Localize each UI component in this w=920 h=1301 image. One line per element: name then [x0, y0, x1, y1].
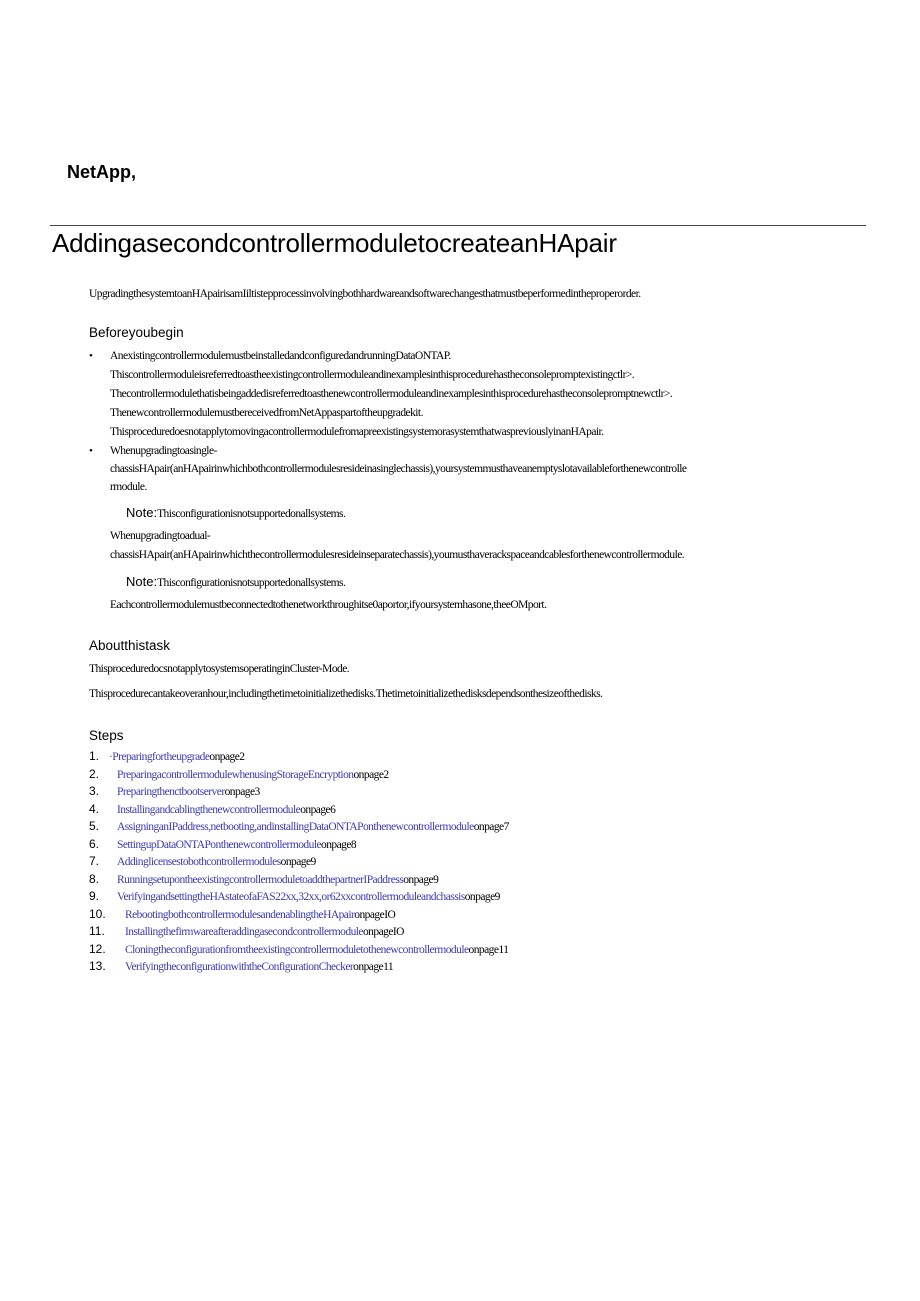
- step-link[interactable]: Installingthefirmwareafteraddingasecondcontrollermodule: [125, 926, 363, 938]
- step-item: [89, 853, 509, 871]
- dual-line-2: chassisHApair(anHApairinwhichthecontrollermodulesresideinseparatechassis),youmusthaverackspaceandcablesforthenewcontrollermodule.: [110, 549, 685, 561]
- before-heading: Beforeyoubegin: [89, 325, 184, 340]
- step-number: 2.: [89, 766, 100, 781]
- bullet1-line-1: AnexistingcontrollermodulemustbeinstalledandconfiguredandrunningDataONTAP.: [110, 350, 451, 362]
- step-number: 11.: [89, 924, 105, 938]
- step-item: [89, 871, 509, 889]
- note-1: [126, 505, 345, 520]
- step-page: onpage7: [473, 821, 509, 833]
- bullet-marker-2: •: [89, 445, 93, 457]
- note-1-label: Note:: [126, 505, 158, 520]
- title-rule: [50, 225, 866, 226]
- step-number: 1.: [89, 749, 100, 763]
- step-item: [89, 748, 509, 766]
- step-item: [89, 958, 509, 976]
- bullet2-line-3: rmodule.: [110, 481, 147, 493]
- step-page: onpage6: [300, 803, 336, 816]
- bullet-marker-1: •: [89, 350, 93, 362]
- bullet1-line-3: Thecontrollermodulethatisbeingaddedisreferredtoasthenewcontrollermoduleandinexamplesinthisprocedurehastheconsolepromptnewctlr>.: [110, 388, 673, 400]
- step-link[interactable]: ·Preparingfortheupgrade: [109, 751, 210, 763]
- bullet1-line-4: ThenewcontrollermodulemustbereceivedfromNetAppaspartoftheupgradekit.: [110, 407, 423, 419]
- step-item: [89, 941, 509, 959]
- step-page: onpage9: [403, 873, 439, 886]
- step-item: [89, 766, 509, 784]
- step-link[interactable]: SettingupDataONTAPonthenewcontrollermodule: [117, 838, 322, 851]
- port-requirement: Eachcontrollermodulemustbeconnectedtothenetworkthroughitse0aportor,ifyoursystemhasone,theeOMport.: [110, 599, 547, 611]
- step-number: 7.: [89, 854, 100, 868]
- step-page: onpage11: [353, 961, 394, 973]
- step-page: onpageIO: [354, 908, 396, 921]
- step-link[interactable]: Addinglicensestobothcontrollermodules: [117, 856, 281, 868]
- step-item: [89, 888, 509, 906]
- step-item: [89, 818, 509, 836]
- about-heading: Aboutthistask: [89, 638, 171, 653]
- step-link[interactable]: RebootingbothcontrollermodulesandenablingtheHApair: [125, 908, 355, 921]
- step-page: onpage8: [321, 838, 357, 851]
- step-link[interactable]: Cloningtheconfigurationfromtheexistingcontrollermoduletothenewcontrollermodule: [125, 943, 469, 956]
- step-number: 10.: [89, 906, 106, 921]
- intro-paragraph: UpgradingthesystemtoanHApairisamIiltistepprocessinvolvingbothhardwareandsoftwarechangesthatmustbeperformedintheproperorder.: [89, 288, 641, 300]
- step-link[interactable]: VerifyingtheconfigurationwiththeConfigurationChecker: [125, 961, 354, 973]
- note-1-text: Thisconfigurationisnotsupportedonallsystems.: [157, 508, 346, 520]
- step-page: onpage2: [209, 751, 245, 763]
- step-item: [89, 836, 509, 854]
- steps-heading: Steps: [89, 728, 124, 743]
- step-item: [89, 801, 509, 819]
- step-number: 13.: [89, 959, 106, 973]
- dual-line-1: Whenupgradingtoadual-: [110, 530, 211, 542]
- step-item: [89, 906, 509, 924]
- note-2-text: Thisconfigurationisnotsupportedonallsystems.: [157, 577, 346, 589]
- bullet1-line-5: ThisproceduredoesnotapplytomovingacontrollermodulefromapreexistingsystemorasystemthatwaspreviouslyinanHApair.: [110, 426, 604, 438]
- note-2-label: Note:: [126, 574, 158, 589]
- bullet1-line-2: Thiscontrollermoduleisreferredtoastheexistingcontrollermoduleandinexamplesinthisprocedurehastheconsolepromptexistingctlr>.: [110, 369, 635, 381]
- step-page: onpage11: [468, 943, 509, 956]
- about-paragraph-1: ThisproceduredocsnotapplytosystemsoperatinginCluster-Mode.: [89, 663, 350, 675]
- step-link[interactable]: PreparingacontrollermodulewhenusingStorageEncryption: [117, 768, 354, 781]
- step-page: onpage3: [224, 786, 260, 798]
- step-page: onpage9: [464, 891, 500, 903]
- step-number: 12.: [89, 941, 106, 956]
- step-link[interactable]: VerifyingandsettingtheHAstateofaFAS22xx,32xx,or62xxcontrollermoduleandchassis: [117, 891, 465, 903]
- netapp-logo: NetApp,: [67, 162, 136, 182]
- note-2: [126, 574, 345, 589]
- bullet2-line-2: chassisHApair(anHApairinwhichbothcontrollermodulesresideinasinglechassis),yoursystemmusthaveanemptyslotavailableforthenewcontrolle: [110, 463, 687, 475]
- step-page: onpage9: [280, 856, 316, 868]
- step-link[interactable]: Installingandcablingthenewcontrollermodule: [117, 803, 301, 816]
- step-page: onpage2: [353, 768, 389, 781]
- steps-list: [89, 748, 509, 976]
- step-number: 6.: [89, 836, 100, 851]
- step-link[interactable]: AssigninganIPaddress,netbooting,andinstallingDataONTAPonthenewcontrollermodule: [117, 821, 474, 833]
- step-number: 9.: [89, 889, 100, 903]
- step-link[interactable]: RunningsetupontheexistingcontrollermoduletoaddthepartnerIPaddress: [117, 873, 404, 886]
- step-number: 3.: [89, 784, 100, 798]
- page-title: AddingasecondcontrollermoduletocreateanHApair: [52, 228, 617, 258]
- step-number: 8.: [89, 871, 100, 886]
- step-item: [89, 923, 509, 941]
- about-paragraph-2: Thisprocedurecantakeoveranhour,includingthetimetoinitializethedisks.Thetimetoinitializethedisksdependsonthesizeofthedisks.: [89, 688, 603, 700]
- bullet2-line-1: Whenupgradingtoasingle-: [110, 445, 217, 457]
- step-link[interactable]: Preparingthenctbootserver: [117, 786, 225, 798]
- step-number: 4.: [89, 801, 100, 816]
- step-number: 5.: [89, 819, 100, 833]
- step-item: [89, 783, 509, 801]
- step-page: onpageIO: [362, 926, 404, 938]
